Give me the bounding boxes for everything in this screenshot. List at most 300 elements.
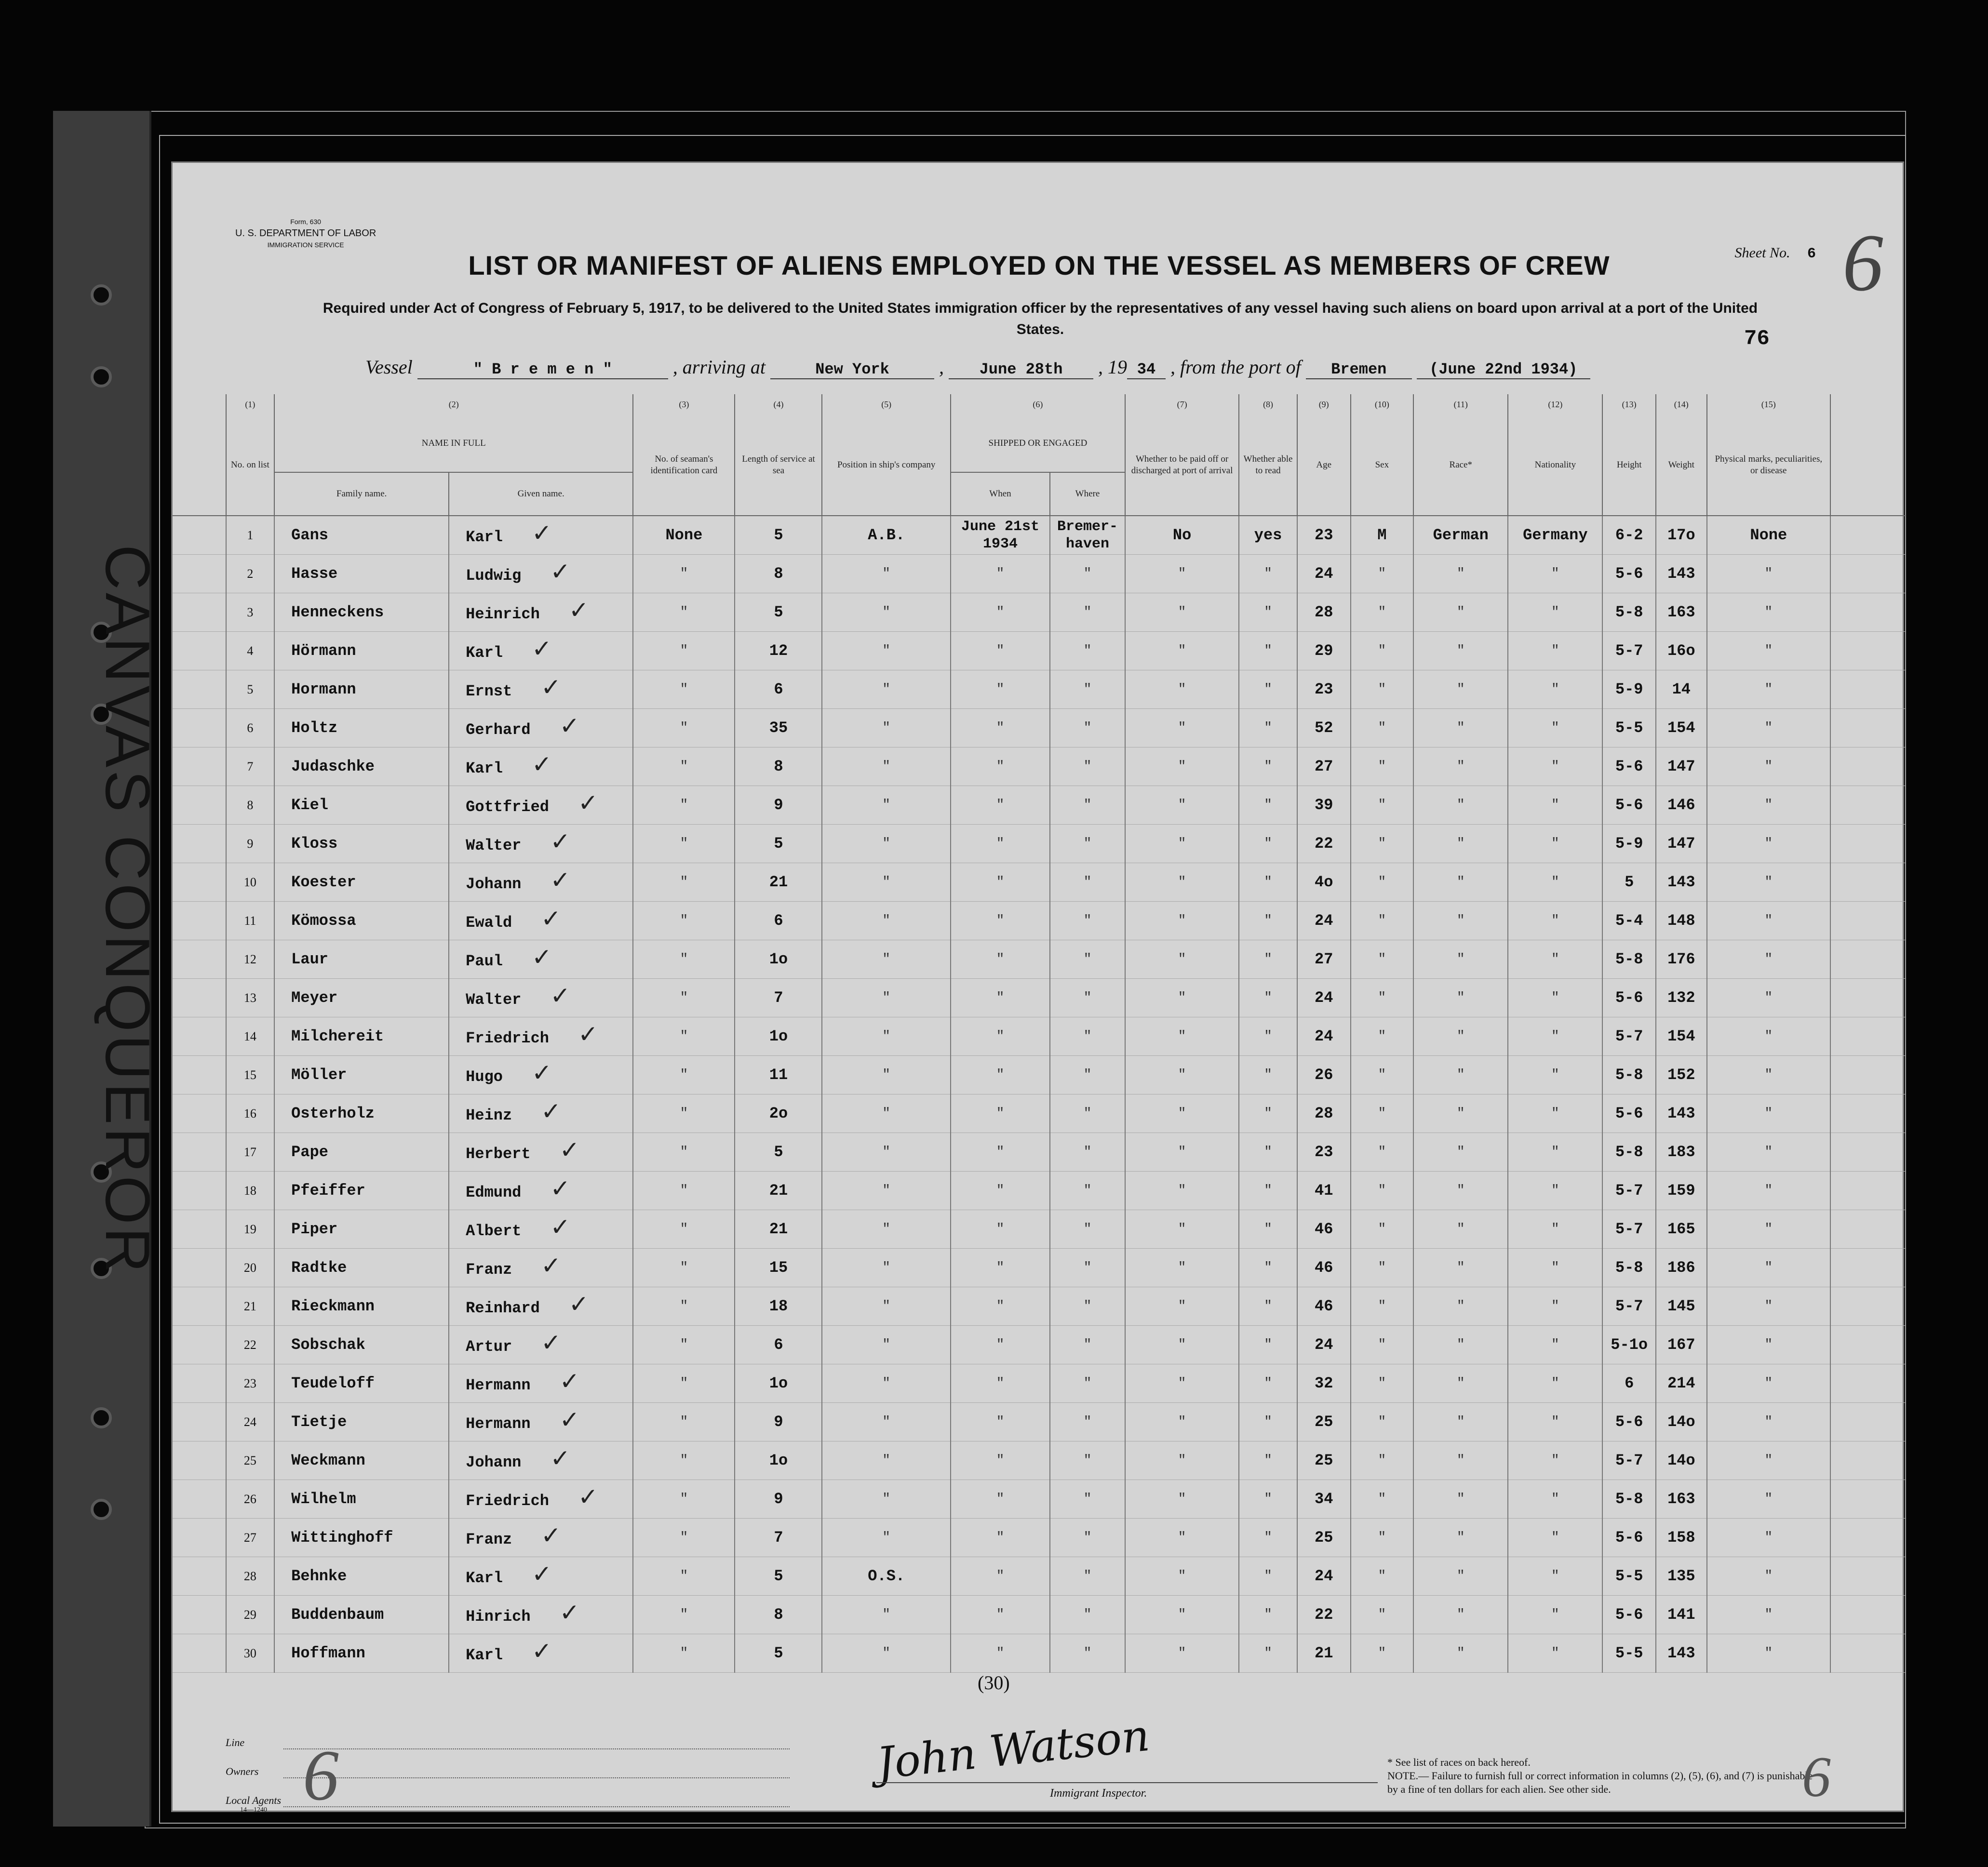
age-cell: 41 [1297, 1172, 1351, 1210]
sex-ditto: " [1351, 555, 1414, 593]
given-name [449, 1133, 633, 1172]
row-end [1830, 632, 1906, 670]
service-cell: 8 [735, 555, 822, 593]
read-ditto: " [1239, 593, 1297, 632]
given-name [449, 670, 633, 709]
marks-ditto: " [1707, 709, 1830, 747]
position-ditto: " [822, 1287, 950, 1326]
weight-cell: 145 [1656, 1287, 1707, 1326]
service-cell: 18 [735, 1287, 822, 1326]
race-ditto: " [1413, 1094, 1508, 1133]
service-cell: 1o [735, 1017, 822, 1056]
card-ditto: " [633, 1172, 735, 1210]
marks-cell: None [1707, 516, 1830, 555]
check-mark: ✓ [541, 1252, 562, 1280]
arrival-date: June 28th [949, 360, 1093, 379]
height-cell: 5-5 [1602, 1634, 1656, 1673]
nationality-ditto: " [1508, 1326, 1602, 1364]
row-number: 7 [226, 747, 275, 786]
given-name-text: Karl [466, 528, 503, 546]
table-row [173, 1441, 1906, 1480]
row-end [1830, 902, 1906, 940]
sex-ditto: " [1351, 1172, 1414, 1210]
given-name [449, 1441, 633, 1480]
row-margin [173, 1210, 226, 1249]
row-margin [173, 1017, 226, 1056]
check-mark: ✓ [550, 982, 571, 1010]
paid-ditto: " [1125, 709, 1239, 747]
position-ditto: " [822, 709, 950, 747]
given-name-text: Artur [466, 1338, 512, 1356]
paid-ditto: " [1125, 979, 1239, 1017]
given-name-text: Albert [466, 1222, 522, 1240]
family-name: Milchereit [274, 1017, 449, 1056]
given-name [449, 1364, 633, 1403]
row-number: 10 [226, 863, 275, 902]
service-cell: 5 [735, 1557, 822, 1596]
race-ditto: " [1413, 1326, 1508, 1364]
read-ditto: " [1239, 825, 1297, 863]
header-row [173, 414, 1906, 472]
race-ditto: " [1413, 940, 1508, 979]
height-cell: 5-6 [1602, 1596, 1656, 1634]
service-cell: 6 [735, 670, 822, 709]
given-name-text: Ernst [466, 682, 512, 700]
read-ditto: " [1239, 632, 1297, 670]
table-row [173, 1519, 1906, 1557]
check-mark: ✓ [568, 1290, 589, 1318]
given-name [449, 1403, 633, 1441]
voyage-line: Vessel " B r e m e n " , arriving at New York , June 28th , 19 34 , from the port of Bremen (June 22nd 1934) [365, 356, 1590, 379]
height-cell: 5-5 [1602, 1557, 1656, 1596]
read-ditto: " [1239, 863, 1297, 902]
paid-ditto: " [1125, 632, 1239, 670]
owners-label: Owners [226, 1765, 259, 1777]
when-ditto: " [951, 593, 1050, 632]
row-margin [173, 825, 226, 863]
weight-cell: 154 [1656, 709, 1707, 747]
where-ditto: " [1050, 555, 1125, 593]
position-ditto: " [822, 1210, 950, 1249]
arriving-label: , arriving at [672, 356, 766, 378]
card-ditto: " [633, 1210, 735, 1249]
given-name [449, 1172, 633, 1210]
marks-ditto: " [1707, 1249, 1830, 1287]
height-cell: 5-8 [1602, 1133, 1656, 1172]
sex-ditto: " [1351, 1249, 1414, 1287]
race-ditto: " [1413, 747, 1508, 786]
when-ditto: " [951, 902, 1050, 940]
given-name-text: Hugo [466, 1068, 503, 1086]
nationality-ditto: " [1508, 1249, 1602, 1287]
given-name [449, 1094, 633, 1133]
check-mark: ✓ [531, 1560, 552, 1588]
sex-ditto: " [1351, 825, 1414, 863]
weight-cell: 152 [1656, 1056, 1707, 1094]
nationality-ditto: " [1508, 1441, 1602, 1480]
when-ditto: " [951, 786, 1050, 825]
arrival-port: New York [770, 360, 934, 379]
sex-ditto: " [1351, 593, 1414, 632]
given-name-text: Heinrich [466, 605, 540, 623]
when-ditto: " [951, 825, 1050, 863]
given-name-text: Franz [466, 1261, 512, 1279]
given-name [449, 902, 633, 940]
given-name [449, 1210, 633, 1249]
position-ditto: " [822, 1403, 950, 1441]
family-name: Wittinghoff [274, 1519, 449, 1557]
header-weight: Weight [1656, 414, 1707, 516]
when-ditto: " [951, 1249, 1050, 1287]
table-row [173, 1480, 1906, 1519]
read-ditto: " [1239, 786, 1297, 825]
given-name-text: Paul [466, 952, 503, 970]
column-number: (3) [633, 394, 735, 414]
nationality-ditto: " [1508, 1094, 1602, 1133]
nationality-ditto: " [1508, 709, 1602, 747]
header-given-name: Given name. [449, 472, 633, 516]
height-cell: 5-9 [1602, 670, 1656, 709]
header-height: Height [1602, 414, 1656, 516]
service-name: IMMIGRATION SERVICE [267, 241, 344, 249]
family-name: Pape [274, 1133, 449, 1172]
weight-cell: 17o [1656, 516, 1707, 555]
row-number: 29 [226, 1596, 275, 1634]
sheet-number-label: Sheet No. [1734, 245, 1790, 261]
row-end [1830, 1326, 1906, 1364]
family-name: Pfeiffer [274, 1172, 449, 1210]
height-cell: 5-5 [1602, 709, 1656, 747]
header-where: Where [1050, 472, 1125, 516]
row-end [1830, 1596, 1906, 1634]
where-ditto: " [1050, 1480, 1125, 1519]
where-ditto: " [1050, 1364, 1125, 1403]
row-margin [173, 1326, 226, 1364]
nationality-ditto: " [1508, 1364, 1602, 1403]
read-ditto: " [1239, 1056, 1297, 1094]
row-number: 18 [226, 1172, 275, 1210]
when-ditto: " [951, 1364, 1050, 1403]
row-margin [173, 979, 226, 1017]
race-cell: German [1413, 516, 1508, 555]
row-end [1830, 516, 1906, 555]
height-cell: 5-7 [1602, 632, 1656, 670]
given-name [449, 1519, 633, 1557]
height-cell: 5-6 [1602, 979, 1656, 1017]
given-name [449, 516, 633, 555]
marks-ditto: " [1707, 632, 1830, 670]
card-ditto: " [633, 1017, 735, 1056]
sex-ditto: " [1351, 1287, 1414, 1326]
card-ditto: " [633, 1364, 735, 1403]
table-row [173, 1326, 1906, 1364]
height-cell: 5-9 [1602, 825, 1656, 863]
row-margin [173, 1172, 226, 1210]
card-ditto: " [633, 555, 735, 593]
table-row [173, 1634, 1906, 1673]
row-number: 4 [226, 632, 275, 670]
given-name-text: Friedrich [466, 1029, 549, 1047]
margin-stamp: CANVAS CONQUEROR [93, 545, 163, 1276]
when-ditto: " [951, 670, 1050, 709]
inspector-signature: John Watson [874, 1710, 1152, 1789]
position-ditto: " [822, 670, 950, 709]
position-ditto: " [822, 1519, 950, 1557]
where-ditto: " [1050, 1287, 1125, 1326]
handwritten-six-right: 6 [1802, 1745, 1831, 1809]
where-ditto: " [1050, 670, 1125, 709]
departure-port: Bremen [1306, 360, 1412, 379]
height-cell: 5-4 [1602, 902, 1656, 940]
position-ditto: " [822, 1249, 950, 1287]
read-ditto: " [1239, 1172, 1297, 1210]
table-row [173, 1017, 1906, 1056]
row-end [1830, 786, 1906, 825]
card-ditto: " [633, 1249, 735, 1287]
family-name: Teudeloff [274, 1364, 449, 1403]
race-ditto: " [1413, 1480, 1508, 1519]
table-row [173, 1056, 1906, 1094]
service-cell: 8 [735, 1596, 822, 1634]
row-margin [173, 1519, 226, 1557]
sex-ditto: " [1351, 940, 1414, 979]
service-cell: 7 [735, 1519, 822, 1557]
given-name-text: Ludwig [466, 567, 522, 585]
sex-ditto: " [1351, 1441, 1414, 1480]
paid-ditto: " [1125, 1634, 1239, 1673]
service-cell: 1o [735, 1441, 822, 1480]
table-row [173, 1133, 1906, 1172]
paid-ditto: " [1125, 786, 1239, 825]
service-cell: 1o [735, 940, 822, 979]
check-mark: ✓ [550, 1174, 571, 1202]
read-ditto: " [1239, 1249, 1297, 1287]
given-name-text: Walter [466, 991, 522, 1009]
card-ditto: " [633, 670, 735, 709]
where-ditto: " [1050, 1249, 1125, 1287]
marks-ditto: " [1707, 1210, 1830, 1249]
check-mark: ✓ [531, 519, 552, 547]
age-cell: 32 [1297, 1364, 1351, 1403]
paid-ditto: " [1125, 1519, 1239, 1557]
age-cell: 22 [1297, 825, 1351, 863]
row-margin [173, 902, 226, 940]
weight-cell: 158 [1656, 1519, 1707, 1557]
read-ditto: " [1239, 979, 1297, 1017]
age-cell: 46 [1297, 1249, 1351, 1287]
where-cell: Bremer-haven [1050, 516, 1125, 555]
marks-ditto: " [1707, 1480, 1830, 1519]
check-mark: ✓ [578, 1483, 598, 1511]
row-number: 26 [226, 1480, 275, 1519]
row-margin [173, 632, 226, 670]
row-number: 22 [226, 1326, 275, 1364]
when-ditto: " [951, 747, 1050, 786]
marks-ditto: " [1707, 1441, 1830, 1480]
marks-ditto: " [1707, 979, 1830, 1017]
table-row [173, 709, 1906, 747]
height-cell: 5-7 [1602, 1017, 1656, 1056]
position-ditto: " [822, 979, 950, 1017]
position-ditto: " [822, 1596, 950, 1634]
card-cell: None [633, 516, 735, 555]
row-number: 12 [226, 940, 275, 979]
where-ditto: " [1050, 1133, 1125, 1172]
read-ditto: " [1239, 1017, 1297, 1056]
row-end [1830, 593, 1906, 632]
where-ditto: " [1050, 1056, 1125, 1094]
height-cell: 5-8 [1602, 1249, 1656, 1287]
row-margin [173, 1480, 226, 1519]
marks-ditto: " [1707, 1017, 1830, 1056]
row-number: 14 [226, 1017, 275, 1056]
marks-ditto: " [1707, 902, 1830, 940]
race-ditto: " [1413, 1133, 1508, 1172]
card-ditto: " [633, 1287, 735, 1326]
marks-ditto: " [1707, 1364, 1830, 1403]
service-cell: 15 [735, 1249, 822, 1287]
position-ditto: " [822, 1364, 950, 1403]
header-id-card: No. of seaman's identification card [633, 414, 735, 516]
row-end [1830, 709, 1906, 747]
given-name [449, 1249, 633, 1287]
age-cell: 28 [1297, 593, 1351, 632]
sex-ditto: " [1351, 1480, 1414, 1519]
weight-cell: 135 [1656, 1557, 1707, 1596]
age-cell: 25 [1297, 1441, 1351, 1480]
age-cell: 39 [1297, 786, 1351, 825]
family-name: Hoffmann [274, 1634, 449, 1673]
race-ditto: " [1413, 632, 1508, 670]
row-number: 20 [226, 1249, 275, 1287]
weight-cell: 163 [1656, 1480, 1707, 1519]
when-ditto: " [951, 632, 1050, 670]
card-ditto: " [633, 1326, 735, 1364]
paid-ditto: " [1125, 747, 1239, 786]
race-ditto: " [1413, 1017, 1508, 1056]
column-number: (12) [1508, 394, 1602, 414]
column-number: (9) [1297, 394, 1351, 414]
marks-ditto: " [1707, 747, 1830, 786]
column-number: (14) [1656, 394, 1707, 414]
check-mark: ✓ [568, 596, 589, 624]
height-cell: 5-8 [1602, 593, 1656, 632]
handwritten-sheet-number: 6 [1842, 217, 1883, 308]
row-margin [173, 555, 226, 593]
when-ditto: " [951, 1094, 1050, 1133]
header-no-on-list: No. on list [226, 414, 275, 516]
when-ditto: " [951, 863, 1050, 902]
position-ditto: " [822, 593, 950, 632]
weight-cell: 14 [1656, 670, 1707, 709]
family-name: Hörmann [274, 632, 449, 670]
row-number: 23 [226, 1364, 275, 1403]
race-ditto: " [1413, 863, 1508, 902]
paid-ditto: " [1125, 902, 1239, 940]
row-margin [173, 1287, 226, 1326]
age-cell: 26 [1297, 1056, 1351, 1094]
height-cell: 5-8 [1602, 1056, 1656, 1094]
given-name [449, 632, 633, 670]
row-end [1830, 1557, 1906, 1596]
read-ditto: " [1239, 1364, 1297, 1403]
row-end [1830, 1364, 1906, 1403]
row-margin [173, 786, 226, 825]
read-ditto: " [1239, 1210, 1297, 1249]
sex-ditto: " [1351, 1364, 1414, 1403]
nationality-ditto: " [1508, 1133, 1602, 1172]
row-margin [173, 747, 226, 786]
weight-cell: 14o [1656, 1403, 1707, 1441]
manifest-body [173, 516, 1906, 1673]
service-cell: 21 [735, 863, 822, 902]
height-cell: 5-6 [1602, 555, 1656, 593]
nationality-ditto: " [1508, 747, 1602, 786]
given-name [449, 1634, 633, 1673]
given-name-text: Karl [466, 644, 503, 662]
sex-ditto: " [1351, 670, 1414, 709]
age-cell: 27 [1297, 747, 1351, 786]
given-name-text: Walter [466, 837, 522, 854]
height-cell: 5-1o [1602, 1326, 1656, 1364]
card-ditto: " [633, 1441, 735, 1480]
given-name [449, 593, 633, 632]
check-mark: ✓ [531, 1059, 552, 1087]
handwritten-six-left: 6 [303, 1735, 339, 1815]
nationality-ditto: " [1508, 1287, 1602, 1326]
where-ditto: " [1050, 825, 1125, 863]
where-ditto: " [1050, 1634, 1125, 1673]
sex-ditto: " [1351, 1210, 1414, 1249]
given-name [449, 979, 633, 1017]
sex-ditto: " [1351, 747, 1414, 786]
given-name-text: Edmund [466, 1184, 522, 1201]
vessel-name: " B r e m e n " [417, 360, 668, 379]
row-margin [173, 940, 226, 979]
marks-ditto: " [1707, 555, 1830, 593]
row-margin [173, 593, 226, 632]
row-end [1830, 555, 1906, 593]
race-ditto: " [1413, 786, 1508, 825]
given-name [449, 940, 633, 979]
nationality-ditto: " [1508, 786, 1602, 825]
position-ditto: " [822, 1634, 950, 1673]
row-number: 8 [226, 786, 275, 825]
table-row [173, 979, 1906, 1017]
card-ditto: " [633, 902, 735, 940]
age-cell: 23 [1297, 670, 1351, 709]
binder-hole [91, 366, 112, 387]
weight-cell: 159 [1656, 1172, 1707, 1210]
table-row [173, 747, 1906, 786]
age-cell: 24 [1297, 555, 1351, 593]
nationality-ditto: " [1508, 1403, 1602, 1441]
nationality-ditto: " [1508, 555, 1602, 593]
paid-ditto: " [1125, 1403, 1239, 1441]
height-cell: 5-7 [1602, 1441, 1656, 1480]
paid-ditto: " [1125, 670, 1239, 709]
paid-ditto: " [1125, 863, 1239, 902]
card-ditto: " [633, 1056, 735, 1094]
check-mark: ✓ [550, 866, 571, 894]
row-end [1830, 1519, 1906, 1557]
table-row [173, 1172, 1906, 1210]
card-ditto: " [633, 593, 735, 632]
card-ditto: " [633, 747, 735, 786]
row-end [1830, 825, 1906, 863]
sex-cell: M [1351, 516, 1414, 555]
read-ditto: " [1239, 1519, 1297, 1557]
